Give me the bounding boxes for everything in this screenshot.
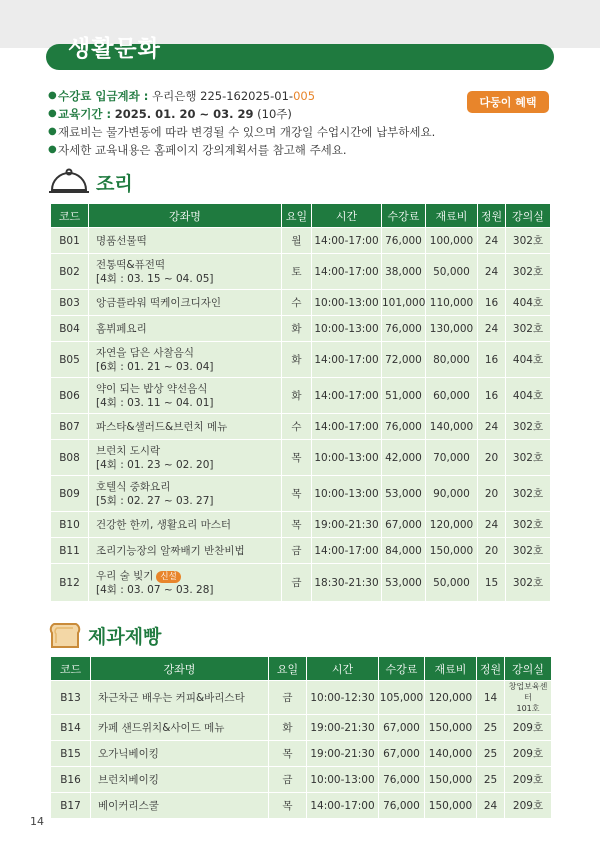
course-name: 브런치 도시락 (96, 444, 161, 457)
note-period (48, 105, 435, 123)
cell-name (89, 414, 282, 440)
course-name: 브런치베이킹 (98, 773, 159, 786)
cell-code: B06 (51, 378, 89, 414)
baking-title: 제과제빵 (88, 625, 162, 648)
cell-day: 목 (282, 440, 312, 476)
cell-day: 화 (282, 316, 312, 342)
table-row (51, 342, 551, 378)
table-row (51, 767, 552, 793)
cell-name (89, 440, 282, 476)
header-time: 시간 (312, 204, 382, 228)
cell-capacity: 24 (478, 316, 506, 342)
header-day: 요일 (282, 204, 312, 228)
cell-fee: 76,000 (382, 316, 426, 342)
note-homepage (48, 141, 435, 159)
header-room: 강의실 (505, 657, 552, 681)
cell-room: 302호 (506, 316, 551, 342)
cell-material: 140,000 (425, 741, 477, 767)
room-name: 창업보육센터 (508, 682, 548, 702)
cell-name (91, 793, 269, 819)
cell-name (89, 254, 282, 290)
bullet-icon: ● (48, 144, 57, 155)
cell-code: B17 (51, 793, 91, 819)
cell-room: 302호 (506, 538, 551, 564)
table-row (51, 316, 551, 342)
period-value: 2025. 01. 20 ~ 03. 29 (114, 107, 254, 121)
table-row (51, 538, 551, 564)
cell-name (89, 538, 282, 564)
cell-time: 14:00-17:00 (307, 793, 379, 819)
cell-room: 209호 (505, 715, 552, 741)
cell-day: 금 (269, 681, 307, 715)
cell-material: 140,000 (426, 414, 478, 440)
cell-material: 150,000 (425, 715, 477, 741)
payment-account-suffix: 005 (293, 89, 316, 103)
cell-time: 10:00-13:00 (312, 290, 382, 316)
cell-day: 화 (269, 715, 307, 741)
cell-time: 14:00-17:00 (312, 342, 382, 378)
course-sessions: [4회 : 03. 07 ~ 03. 28] (96, 583, 214, 596)
course-name: 차근차근 배우는 커피&바리스타 (98, 691, 245, 704)
cell-room: 302호 (506, 414, 551, 440)
cell-code: B09 (51, 476, 89, 512)
cooking-table (50, 203, 551, 602)
cell-material: 50,000 (426, 254, 478, 290)
table-row (51, 681, 552, 715)
cell-time: 14:00-17:00 (312, 538, 382, 564)
new-badge: 신설 (156, 571, 180, 583)
cell-name (91, 767, 269, 793)
cell-day: 수 (282, 414, 312, 440)
table-row (51, 378, 551, 414)
cell-time: 18:30-21:30 (312, 564, 382, 602)
header-fee: 수강료 (382, 204, 426, 228)
cell-day: 화 (282, 342, 312, 378)
cell-time: 14:00-17:00 (312, 414, 382, 440)
table-header (51, 204, 551, 228)
cell-code: B08 (51, 440, 89, 476)
table-row (51, 564, 551, 602)
cell-day: 목 (269, 741, 307, 767)
cell-time: 10:00-13:00 (312, 316, 382, 342)
bread-icon (48, 621, 82, 649)
cell-room: 404호 (506, 378, 551, 414)
cell-day: 수 (282, 290, 312, 316)
table-row (51, 793, 552, 819)
cell-capacity: 16 (478, 378, 506, 414)
cell-fee: 76,000 (382, 414, 426, 440)
cell-capacity: 16 (478, 290, 506, 316)
cell-time: 10:00-12:30 (307, 681, 379, 715)
table-row (51, 476, 551, 512)
cell-day: 금 (282, 564, 312, 602)
cell-capacity: 25 (477, 767, 505, 793)
cell-capacity: 24 (478, 228, 506, 254)
course-name: 파스타&샐러드&브런치 메뉴 (96, 420, 228, 433)
cell-name (89, 476, 282, 512)
cell-code: B05 (51, 342, 89, 378)
header-material: 재료비 (425, 657, 477, 681)
cell-material: 50,000 (426, 564, 478, 602)
cell-code: B10 (51, 512, 89, 538)
cell-room: 302호 (506, 440, 551, 476)
cell-code: B16 (51, 767, 91, 793)
course-sessions: [5회 : 02. 27 ~ 03. 27] (96, 494, 214, 507)
cell-name (89, 564, 282, 602)
header-capacity: 정원 (478, 204, 506, 228)
course-sessions: [4회 : 03. 15 ~ 04. 05] (96, 272, 214, 285)
course-sessions: [4회 : 01. 23 ~ 02. 20] (96, 458, 214, 471)
cell-room (505, 681, 552, 715)
cell-room: 302호 (506, 476, 551, 512)
header-code: 코드 (51, 657, 91, 681)
cell-day: 목 (282, 512, 312, 538)
cell-room: 302호 (506, 512, 551, 538)
cell-name (89, 512, 282, 538)
cell-fee: 72,000 (382, 342, 426, 378)
cell-fee: 84,000 (382, 538, 426, 564)
cell-day: 토 (282, 254, 312, 290)
cell-capacity: 25 (477, 715, 505, 741)
cell-material: 120,000 (426, 512, 478, 538)
course-sessions: [4회 : 03. 11 ~ 04. 01] (96, 396, 214, 409)
header-capacity: 정원 (477, 657, 505, 681)
cell-name (89, 228, 282, 254)
cell-room: 302호 (506, 254, 551, 290)
period-label: 교육기간 : (58, 107, 112, 121)
section-title: 생활문화 (68, 36, 161, 62)
header-material: 재료비 (426, 204, 478, 228)
cell-name (89, 316, 282, 342)
header-time: 시간 (307, 657, 379, 681)
cell-day: 금 (282, 538, 312, 564)
course-name: 조리기능장의 알짜배기 반찬비법 (96, 544, 245, 557)
cell-code: B12 (51, 564, 89, 602)
cell-code: B15 (51, 741, 91, 767)
course-name: 우리 술 빚기 (96, 569, 154, 582)
cell-day: 화 (282, 378, 312, 414)
cell-capacity: 25 (477, 741, 505, 767)
course-name: 자연을 담은 사찰음식 (96, 346, 194, 359)
header-room: 강의실 (506, 204, 551, 228)
note-material (48, 123, 435, 141)
cell-code: B13 (51, 681, 91, 715)
cell-day: 월 (282, 228, 312, 254)
cell-capacity: 24 (478, 254, 506, 290)
cell-name (91, 741, 269, 767)
cell-fee: 42,000 (382, 440, 426, 476)
cell-fee: 53,000 (382, 564, 426, 602)
cell-capacity: 20 (478, 476, 506, 512)
notes (48, 87, 435, 159)
cell-code: B02 (51, 254, 89, 290)
table-row (51, 512, 551, 538)
baking-heading (48, 621, 161, 649)
table-row (51, 414, 551, 440)
table-row (51, 290, 551, 316)
note-material-text: 재료비는 물가변동에 따라 변경될 수 있으며 개강일 수업시간에 납부하세요. (58, 125, 436, 139)
cell-material: 150,000 (425, 793, 477, 819)
course-name: 홈뷔페요리 (96, 322, 147, 335)
cell-code: B14 (51, 715, 91, 741)
cell-fee: 67,000 (382, 512, 426, 538)
course-sessions: [6회 : 01. 21 ~ 03. 04] (96, 360, 214, 373)
cell-day: 목 (269, 793, 307, 819)
cell-room: 302호 (506, 564, 551, 602)
cell-fee: 51,000 (382, 378, 426, 414)
cell-name (91, 681, 269, 715)
header-day: 요일 (269, 657, 307, 681)
table-row (51, 715, 552, 741)
header-fee: 수강료 (379, 657, 425, 681)
cell-capacity: 24 (478, 512, 506, 538)
cell-room: 209호 (505, 741, 552, 767)
period-weeks: (10주) (257, 107, 292, 121)
bullet-icon: ● (48, 126, 57, 137)
cell-room: 404호 (506, 342, 551, 378)
cell-capacity: 20 (478, 440, 506, 476)
cooking-heading (48, 168, 133, 196)
cell-capacity: 16 (478, 342, 506, 378)
note-homepage-text: 자세한 교육내용은 홈페이지 강의계획서를 참고해 주세요. (58, 143, 347, 157)
cell-time: 14:00-17:00 (312, 378, 382, 414)
cell-time: 10:00-13:00 (312, 440, 382, 476)
payment-label: 수강료 입금계좌 : (58, 89, 149, 103)
note-payment (48, 87, 435, 105)
bullet-icon: ● (48, 108, 57, 119)
cell-time: 10:00-13:00 (312, 476, 382, 512)
cell-day: 목 (282, 476, 312, 512)
cell-room: 209호 (505, 767, 552, 793)
cell-time: 10:00-13:00 (307, 767, 379, 793)
cell-material: 60,000 (426, 378, 478, 414)
cell-code: B04 (51, 316, 89, 342)
cell-fee: 101,000 (382, 290, 426, 316)
course-name: 앙금플라워 떡케이크디자인 (96, 296, 222, 309)
cell-fee: 76,000 (382, 228, 426, 254)
cell-material: 80,000 (426, 342, 478, 378)
cell-name (89, 342, 282, 378)
course-name: 호텔식 중화요리 (96, 480, 171, 493)
course-name: 카페 샌드위치&사이드 메뉴 (98, 721, 225, 734)
cooking-title: 조리 (96, 172, 133, 195)
cell-material: 120,000 (425, 681, 477, 715)
cell-fee: 76,000 (379, 767, 425, 793)
cell-capacity: 24 (478, 414, 506, 440)
cell-fee: 53,000 (382, 476, 426, 512)
course-name: 오가닉베이킹 (98, 747, 159, 760)
cell-capacity: 20 (478, 538, 506, 564)
cell-fee: 105,000 (379, 681, 425, 715)
cell-fee: 67,000 (379, 741, 425, 767)
cell-capacity: 15 (478, 564, 506, 602)
table-row (51, 228, 551, 254)
cell-material: 150,000 (426, 538, 478, 564)
cell-fee: 67,000 (379, 715, 425, 741)
course-name: 약이 되는 밥상 약선음식 (96, 382, 208, 395)
table-row (51, 440, 551, 476)
cell-day: 금 (269, 767, 307, 793)
cell-name (89, 290, 282, 316)
course-name: 베이커리스쿨 (98, 799, 159, 812)
cell-capacity: 14 (477, 681, 505, 715)
cell-material: 100,000 (426, 228, 478, 254)
cell-material: 150,000 (425, 767, 477, 793)
cell-material: 70,000 (426, 440, 478, 476)
cell-code: B01 (51, 228, 89, 254)
room-number: 101호 (516, 704, 540, 713)
cloche-icon (48, 168, 90, 196)
discount-button[interactable]: 다둥이 혜택 (467, 91, 549, 113)
cell-fee: 76,000 (379, 793, 425, 819)
cell-code: B03 (51, 290, 89, 316)
cell-time: 14:00-17:00 (312, 254, 382, 290)
cell-room: 302호 (506, 228, 551, 254)
cell-name (89, 378, 282, 414)
header-name: 강좌명 (91, 657, 269, 681)
course-name: 건강한 한끼, 생활요리 마스터 (96, 518, 232, 531)
cell-room: 404호 (506, 290, 551, 316)
header-code: 코드 (51, 204, 89, 228)
header-name: 강좌명 (89, 204, 282, 228)
page-number: 14 (30, 815, 44, 828)
cell-room: 209호 (505, 793, 552, 819)
cell-material: 90,000 (426, 476, 478, 512)
course-name: 전통떡&퓨전떡 (96, 258, 166, 271)
cell-code: B07 (51, 414, 89, 440)
cell-fee: 38,000 (382, 254, 426, 290)
cell-material: 110,000 (426, 290, 478, 316)
cell-material: 130,000 (426, 316, 478, 342)
cell-time: 19:00-21:30 (307, 741, 379, 767)
cell-time: 19:00-21:30 (312, 512, 382, 538)
cell-capacity: 24 (477, 793, 505, 819)
bullet-icon: ● (48, 90, 57, 101)
table-row (51, 741, 552, 767)
cell-time: 19:00-21:30 (307, 715, 379, 741)
cell-name (91, 715, 269, 741)
table-header (51, 657, 552, 681)
payment-account: 우리은행 225-162025-01- (152, 89, 294, 103)
cell-time: 14:00-17:00 (312, 228, 382, 254)
cell-code: B11 (51, 538, 89, 564)
table-row (51, 254, 551, 290)
baking-table (50, 656, 552, 819)
course-name: 명품선물떡 (96, 234, 147, 247)
